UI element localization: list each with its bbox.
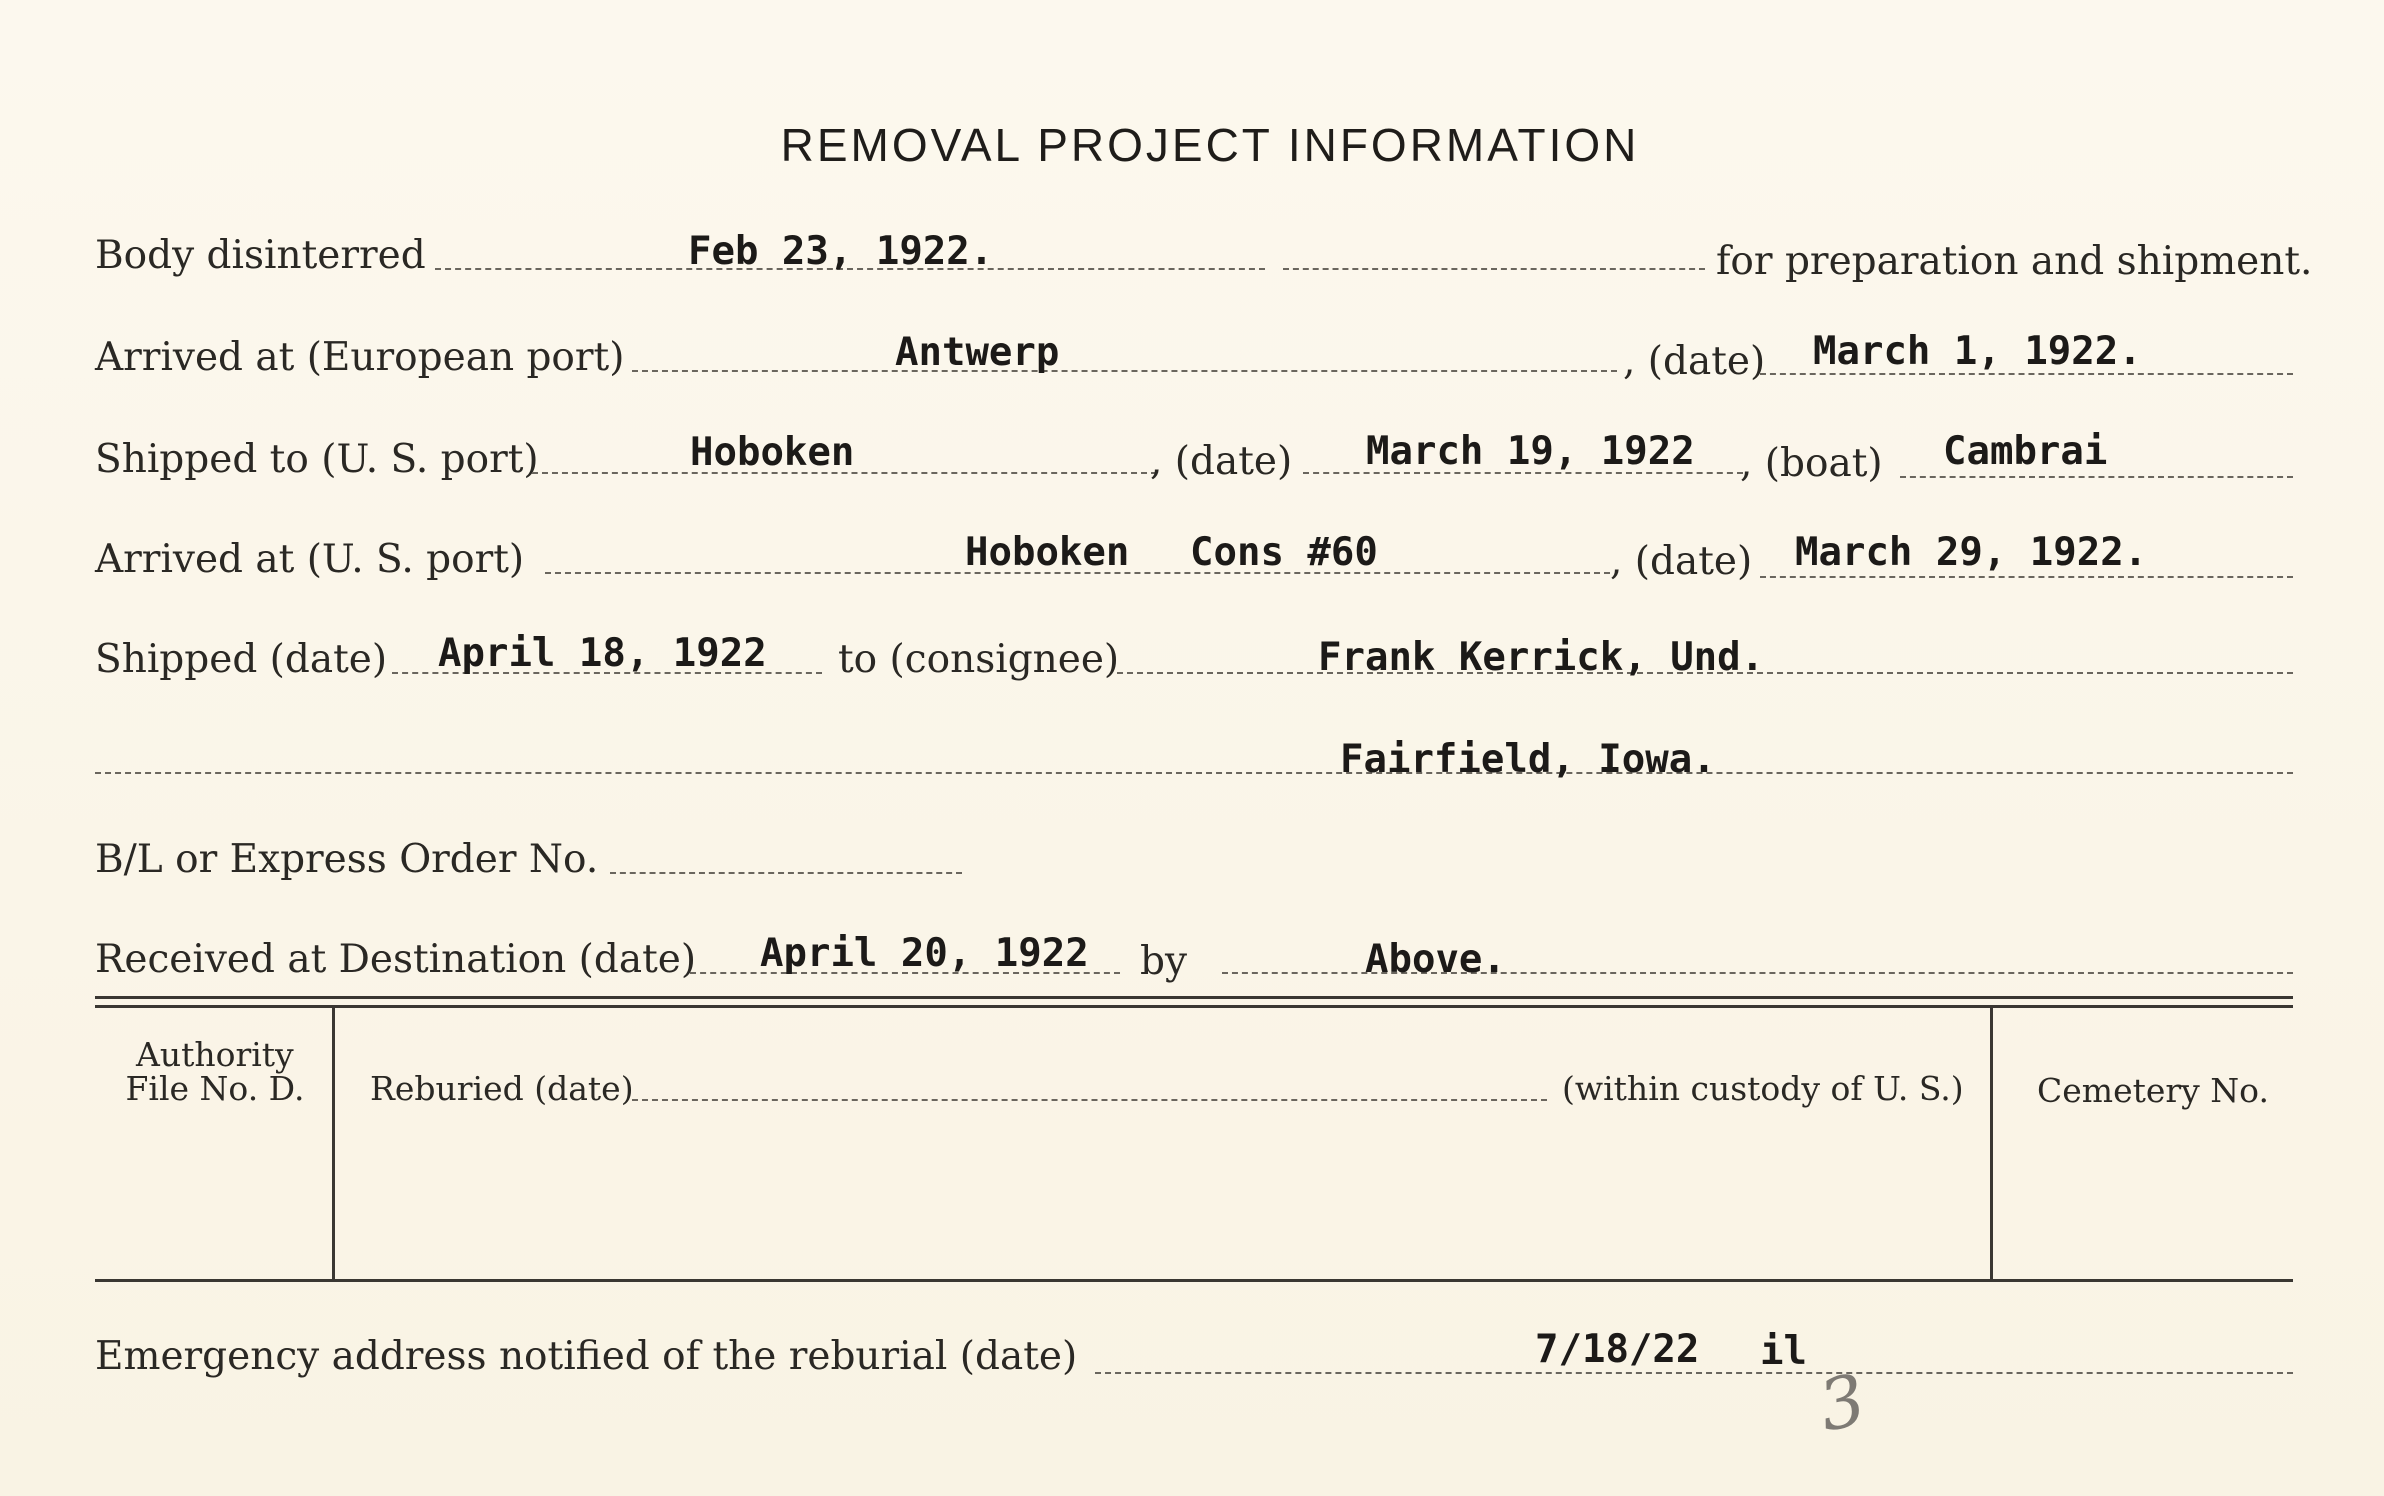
emergency-label: Emergency address notified of the reburial (date) [95,1334,1078,1379]
handwritten-mark: 3 [1811,1358,1873,1448]
boat-label: , (boat) [1740,441,1883,486]
file-no-label: File No. D. [125,1069,305,1108]
page-title: REMOVAL PROJECT INFORMATION [780,119,1640,171]
cemetery-label: Cemetery No. [2037,1071,2269,1110]
bl-label: B/L or Express Order No. [95,837,599,882]
arrived-us-cons-value: Cons #60 [1190,530,1378,575]
received-by-value: Above. [1365,937,1506,982]
shipped-date-value: April 18, 1922 [438,631,767,676]
table-divider-right [1990,1008,1993,1279]
by-label: by [1140,939,1187,984]
for-preparation-label: for preparation and shipment. [1716,239,2313,284]
reburied-label: Reburied (date) [370,1069,634,1108]
arrived-us-port-value: Hoboken [965,530,1130,575]
boat-value: Cambrai [1943,429,2108,474]
boat-line [1900,476,2293,478]
arrived-us-label: Arrived at (U. S. port) [95,537,525,582]
shipped-to-label: Shipped to (U. S. port) [95,437,539,482]
consignee-address-value: Fairfield, Iowa. [1340,737,1716,782]
emergency-line [1095,1372,2293,1374]
us-ship-date-value: March 19, 1922 [1366,429,1695,474]
table-divider-left [332,1008,335,1279]
european-date-value: March 1, 1922. [1813,329,2142,374]
custody-label: (within custody of U. S.) [1562,1069,1964,1108]
arrived-european-label: Arrived at (European port) [95,335,625,380]
disinterred-line-2 [1283,268,1705,270]
consignee-value: Frank Kerrick, Und. [1318,635,1765,680]
to-consignee-label: to (consignee) [838,637,1120,682]
european-port-line [632,370,1617,372]
double-rule-bottom [95,1005,2293,1008]
body-disinterred-label: Body disinterred [95,233,426,278]
european-date-label: , (date) [1623,339,1766,384]
consignee-address-line [95,772,2293,774]
disinterred-date-value: Feb 23, 1922. [688,229,994,274]
received-label: Received at Destination (date) [95,937,697,982]
us-port-value: Hoboken [690,430,855,475]
arrived-us-date-label: , (date) [1610,539,1753,584]
table-bottom-rule [95,1279,2293,1282]
emergency-initials-value: il [1760,1329,1807,1374]
arrived-us-date-value: March 29, 1922. [1795,530,2148,575]
authority-label: Authority [136,1035,294,1074]
bl-line [610,872,962,874]
received-date-value: April 20, 1922 [760,931,1089,976]
double-rule-top [95,996,2293,999]
shipped-date-label: Shipped (date) [95,637,388,682]
arrived-us-date-line [1760,576,2293,578]
reburied-line [632,1099,1547,1101]
emergency-date-value: 7/18/22 [1535,1327,1700,1372]
ship-date-label: , (date) [1150,439,1293,484]
european-port-value: Antwerp [895,330,1060,375]
